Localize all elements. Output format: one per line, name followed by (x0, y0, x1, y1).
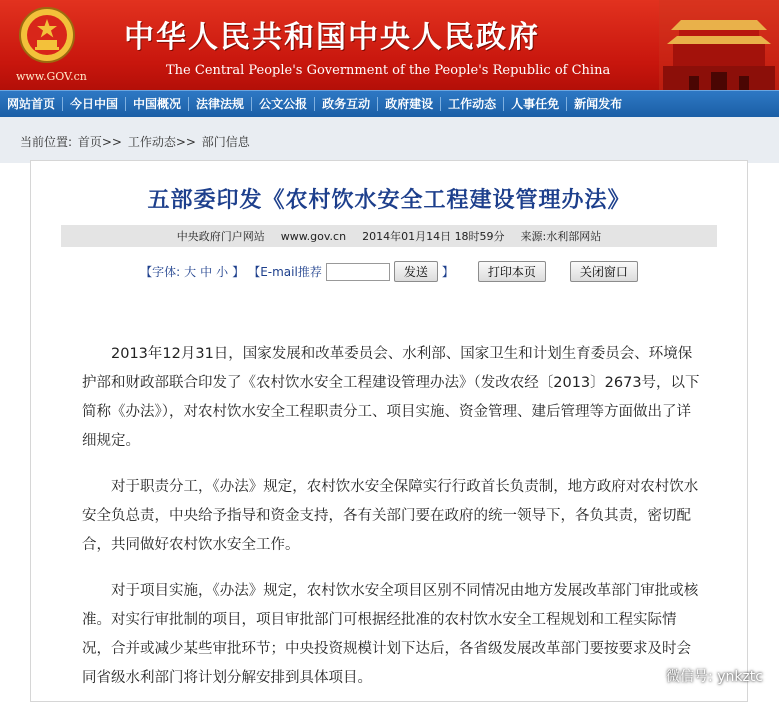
close-window-button[interactable]: 关闭窗口 (570, 261, 638, 282)
nav-item-appointments[interactable]: 人事任免 (504, 97, 567, 111)
font-medium-link[interactable]: 中 (200, 265, 213, 279)
breadcrumb-work-news[interactable]: 工作动态>> (127, 135, 196, 149)
national-emblem-icon (18, 6, 76, 64)
font-large-link[interactable]: 大 (184, 265, 197, 279)
email-close: 】 (441, 265, 454, 279)
nav-item-today-china[interactable]: 今日中国 (63, 97, 126, 111)
wechat-watermark (636, 666, 763, 686)
wechat-icon (636, 667, 660, 685)
meta-datetime: 2014年01月14日 18时59分 (362, 230, 505, 243)
font-size-close: 】 (232, 265, 245, 279)
article-paragraph: 对于项目实施，《办法》规定，农村饮水安全项目区别不同情况由地方发展改革部门审批或核准。对实行审批制的项目，项目审批部门可根据经批准的农村饮水安全工程规划和工程实际情况，合并或减少某些审批环节；中央投资规模计划下达后，各省级发展改革部门要按要求及时会同省级水利部门将计划分解安排到具体项目。 (82, 583, 699, 686)
nav-item-interaction[interactable]: 政务互动 (315, 97, 378, 111)
nav-item-press[interactable]: 新闻发布 (574, 97, 623, 111)
font-small-link[interactable]: 小 (216, 265, 229, 279)
article-paragraph: 对于职责分工，《办法》规定，农村饮水安全保障实行行政首长负责制，地方政府对农村饮水安全负总责，中央给予指导和资金支持，各有关部门要在政府的统一领导下，各负其责，密切配合，共同做好农村饮水安全工作。 (82, 479, 699, 553)
breadcrumb (20, 133, 252, 150)
nav-item-home[interactable]: 网站首页 (0, 97, 63, 111)
article-tools (31, 261, 747, 282)
nav-item-gov-building[interactable]: 政府建设 (378, 97, 441, 111)
print-button[interactable]: 打印本页 (478, 261, 546, 282)
font-size-label: 【字体: (140, 265, 181, 279)
meta-source-site: 中央政府门户网站 (176, 230, 265, 243)
nav-item-bulletins[interactable]: 公文公报 (252, 97, 315, 111)
article-body (82, 340, 702, 710)
breadcrumb-dept-info[interactable]: 部门信息 (201, 135, 250, 149)
main-nav (0, 90, 779, 118)
nav-item-work-news[interactable]: 工作动态 (441, 97, 504, 111)
breadcrumb-home[interactable]: 首页>> (77, 135, 122, 149)
meta-url: www.gov.cn (280, 229, 347, 243)
email-recommend-label: 【E-mail推荐 (248, 265, 322, 279)
breadcrumb-bar (0, 117, 779, 163)
site-url: www.GOV.cn (16, 70, 87, 83)
meta-source: 来源:水利部网站 (520, 230, 602, 243)
send-button[interactable]: 发送 (394, 261, 438, 282)
article-paragraph: 2013年12月31日，国家发展和改革委员会、水利部、国家卫生和计划生育委员会、环境保护部和财政部联合印发了《农村饮水安全工程建设管理办法》（发改农经〔2013〕2673号，以下简称《办法》），对农村饮水安全工程职责分工、项目实施、资金管理、建后管理等方面做出了详细规定。 (82, 346, 700, 449)
nav-item-china-overview[interactable]: 中国概况 (126, 97, 189, 111)
site-title-en: The Central People's Government of the People's Republic of China (166, 63, 611, 78)
article-title: 五部委印发《农村饮水安全工程建设管理办法》 (147, 187, 631, 213)
email-input[interactable] (326, 263, 390, 281)
breadcrumb-label: 当前位置: (20, 135, 73, 149)
tiananmen-gate-icon (659, 0, 779, 90)
site-title-cn: 中华人民共和国中央人民政府 (124, 20, 540, 55)
site-banner (0, 0, 779, 90)
article-meta (61, 225, 717, 247)
nav-item-laws[interactable]: 法律法规 (189, 97, 252, 111)
watermark-text: 微信号: ynkztc (666, 669, 763, 685)
